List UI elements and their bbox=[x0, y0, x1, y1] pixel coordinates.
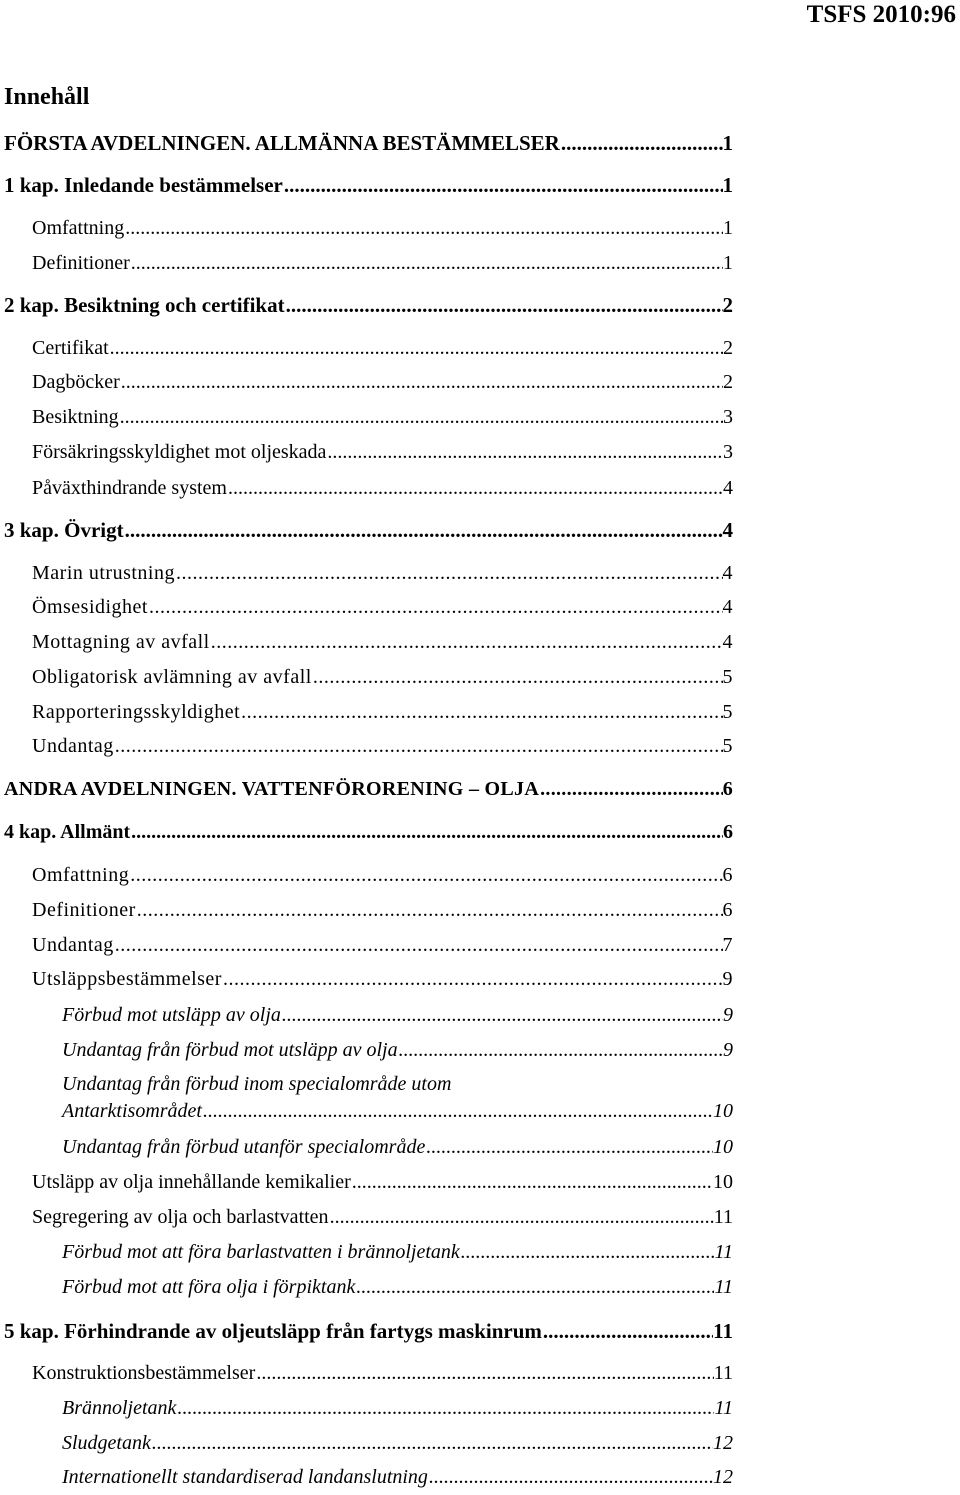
toc-leader-dots bbox=[120, 371, 723, 394]
toc-leader-dots bbox=[119, 406, 723, 429]
toc-entry-text: Besiktning bbox=[32, 406, 119, 428]
toc-entry[interactable] bbox=[32, 934, 733, 957]
toc-entry-page: 6 bbox=[722, 899, 733, 921]
toc-entry[interactable] bbox=[4, 778, 733, 801]
toc-entry[interactable] bbox=[32, 631, 733, 654]
toc-entry[interactable] bbox=[62, 1276, 733, 1299]
toc-entry-text: Förbud mot utsläpp av olja bbox=[62, 1004, 281, 1026]
toc-entry-text: Omfattning bbox=[32, 864, 130, 886]
toc-leader-dots bbox=[542, 1319, 713, 1344]
toc-entry-page: 11 bbox=[713, 1319, 733, 1343]
toc-leader-dots bbox=[175, 562, 723, 585]
toc-leader-dots bbox=[109, 337, 723, 360]
toc-leader-dots bbox=[283, 173, 723, 198]
toc-entry-text: Konstruktionsbestämmelser bbox=[32, 1362, 256, 1384]
toc-entry[interactable] bbox=[32, 337, 733, 360]
toc-entry-page: 3 bbox=[723, 406, 733, 428]
toc-entry-page: 11 bbox=[714, 1397, 733, 1419]
toc-entry-text: Certifikat bbox=[32, 337, 109, 359]
toc-entry[interactable] bbox=[32, 968, 733, 991]
toc-entry[interactable] bbox=[32, 562, 733, 585]
toc-entry[interactable] bbox=[32, 371, 733, 394]
toc-entry-page: 4 bbox=[722, 518, 733, 542]
toc-leader-dots bbox=[210, 631, 723, 654]
toc-entry-page: 11 bbox=[713, 1206, 733, 1228]
toc-entry-text: FÖRSTA AVDELNINGEN. ALLMÄNNA BESTÄMMELSER bbox=[4, 131, 560, 155]
toc-leader-dots bbox=[255, 1362, 713, 1385]
toc-leader-dots bbox=[312, 666, 723, 689]
toc-entry-text: Förbud mot att föra olja i förpiktank bbox=[62, 1276, 356, 1298]
toc-entry-page: 10 bbox=[713, 1171, 733, 1193]
toc-entry[interactable] bbox=[62, 1466, 733, 1489]
toc-leader-dots bbox=[329, 1206, 714, 1229]
toc-entry[interactable] bbox=[62, 1397, 733, 1420]
toc-entry[interactable] bbox=[32, 864, 733, 887]
toc-entry-page: 4 bbox=[723, 477, 733, 499]
toc-leader-dots bbox=[425, 1136, 713, 1159]
toc-entry-page: 10 bbox=[713, 1100, 733, 1122]
toc-entry-page: 4 bbox=[722, 631, 733, 653]
toc-entry[interactable] bbox=[32, 441, 733, 464]
toc-entry[interactable] bbox=[62, 1004, 733, 1027]
toc-entry[interactable] bbox=[32, 406, 733, 429]
toc-entry-text: Utsläppsbestämmelser bbox=[32, 968, 222, 990]
toc-entry-first-line[interactable]: Undantag från förbud inom specialområde utom bbox=[62, 1073, 452, 1095]
toc-entry[interactable] bbox=[62, 1241, 733, 1264]
toc-entry-page: 2 bbox=[723, 337, 733, 359]
toc-leader-dots bbox=[351, 1171, 713, 1194]
toc-leader-dots bbox=[124, 518, 723, 543]
toc-entry-page: 12 bbox=[713, 1432, 733, 1454]
toc-entry[interactable] bbox=[32, 217, 733, 240]
toc-entry-text: 1 kap. Inledande bestämmelser bbox=[4, 173, 283, 197]
toc-leader-dots bbox=[240, 701, 722, 724]
toc-entry-text: Undantag från förbud mot utsläpp av olja bbox=[62, 1039, 398, 1061]
toc-entry-page: 2 bbox=[722, 293, 733, 317]
toc-entry-page: 3 bbox=[723, 441, 733, 463]
toc-leader-dots bbox=[202, 1100, 713, 1123]
toc-entry-text: Definitioner bbox=[32, 252, 130, 274]
toc-entry-text: 3 kap. Övrigt bbox=[4, 518, 124, 542]
toc-entry[interactable] bbox=[4, 173, 733, 198]
toc-entry[interactable] bbox=[32, 701, 733, 724]
toc-leader-dots bbox=[124, 217, 723, 240]
toc-entry[interactable] bbox=[4, 293, 733, 318]
toc-entry-page: 6 bbox=[722, 778, 733, 800]
toc-entry-text: Försäkringsskyldighet mot oljeskada bbox=[32, 441, 327, 463]
toc-entry-text: Rapporteringsskyldighet bbox=[32, 701, 241, 723]
toc-leader-dots bbox=[129, 864, 722, 887]
toc-leader-dots bbox=[114, 934, 723, 957]
toc-entry-page: 11 bbox=[714, 1241, 733, 1263]
toc-entry-page: 1 bbox=[723, 217, 733, 239]
toc-entry[interactable] bbox=[32, 1171, 733, 1194]
toc-leader-dots bbox=[148, 596, 723, 619]
document-id: TSFS 2010:96 bbox=[806, 1, 956, 28]
toc-entry-text: Undantag bbox=[32, 934, 114, 956]
toc-leader-dots bbox=[136, 899, 723, 922]
toc-entry-page: 1 bbox=[722, 173, 733, 197]
toc-entry[interactable] bbox=[32, 1206, 733, 1229]
toc-entry-text: 4 kap. Allmänt bbox=[4, 821, 131, 843]
toc-entry-text: Antarktisområdet bbox=[62, 1100, 202, 1122]
toc-entry-text: Ömsesidighet bbox=[32, 596, 148, 618]
toc-entry-text: Sludgetank bbox=[62, 1432, 151, 1454]
toc-entry-text: Påväxthindrande system bbox=[32, 477, 227, 499]
toc-entry-text: Dagböcker bbox=[32, 371, 120, 393]
toc-leader-dots bbox=[176, 1397, 714, 1420]
toc-entry[interactable] bbox=[32, 596, 733, 619]
toc-entry-page: 9 bbox=[723, 1039, 733, 1061]
toc-leader-dots bbox=[281, 1004, 723, 1027]
toc-leader-dots bbox=[151, 1432, 713, 1455]
toc-entry-text: Definitioner bbox=[32, 899, 136, 921]
toc-leader-dots bbox=[227, 477, 723, 500]
toc-entry-page: 1 bbox=[722, 131, 733, 155]
toc-entry-page: 5 bbox=[722, 701, 733, 723]
toc-entry-text: Obligatorisk avlämning av avfall bbox=[32, 666, 312, 688]
toc-entry-page: 6 bbox=[723, 821, 733, 843]
toc-entry-text: Brännoljetank bbox=[62, 1397, 177, 1419]
toc-entry[interactable] bbox=[32, 252, 733, 275]
toc-entry[interactable] bbox=[62, 1432, 733, 1455]
toc-entry-page: 4 bbox=[722, 596, 733, 618]
toc-entry-text: Utsläpp av olja innehållande kemikalier bbox=[32, 1171, 351, 1193]
toc-leader-dots bbox=[130, 252, 723, 275]
toc-entry[interactable] bbox=[62, 1039, 733, 1062]
toc-entry[interactable] bbox=[62, 1100, 733, 1123]
toc-leader-dots bbox=[560, 131, 723, 156]
toc-entry-page: 10 bbox=[713, 1136, 733, 1158]
toc-leader-dots bbox=[285, 293, 723, 318]
toc-entry[interactable] bbox=[32, 666, 733, 689]
toc-entry-page: 5 bbox=[722, 735, 733, 757]
toc-entry-text: 2 kap. Besiktning och certifikat bbox=[4, 293, 285, 317]
toc-entry[interactable] bbox=[4, 821, 733, 844]
toc-entry[interactable] bbox=[32, 1362, 733, 1385]
toc-leader-dots bbox=[428, 1466, 713, 1489]
toc-entry-text: Förbud mot att föra barlastvatten i brännoljetank bbox=[62, 1241, 460, 1263]
toc-leader-dots bbox=[460, 1241, 715, 1264]
toc-entry-text: 5 kap. Förhindrande av oljeutsläpp från fartygs maskinrum bbox=[4, 1319, 542, 1343]
toc-entry[interactable] bbox=[32, 477, 733, 500]
toc-leader-dots bbox=[398, 1039, 723, 1062]
toc-entry[interactable] bbox=[32, 899, 733, 922]
toc-entry-page: 9 bbox=[723, 1004, 733, 1026]
toc-entry-page: 9 bbox=[722, 968, 733, 990]
toc-entry-text: ANDRA AVDELNINGEN. VATTENFÖRORENING – OLJA bbox=[4, 778, 540, 800]
toc-leader-dots bbox=[130, 821, 723, 844]
toc-entry[interactable] bbox=[32, 735, 733, 758]
toc-entry-page: 6 bbox=[722, 864, 733, 886]
toc-entry-text: Marin utrustning bbox=[32, 562, 175, 584]
toc-entry-text: Omfattning bbox=[32, 217, 125, 239]
toc-entry-text: Internationellt standardiserad landanslutning bbox=[62, 1466, 428, 1488]
toc-entry-page: 5 bbox=[722, 666, 733, 688]
toc-title: Innehåll bbox=[4, 84, 90, 110]
toc-entry-text: Undantag bbox=[32, 735, 114, 757]
toc-leader-dots bbox=[355, 1276, 714, 1299]
toc-entry-text: Undantag från förbud utanför specialområde bbox=[62, 1136, 426, 1158]
toc-entry-page: 11 bbox=[713, 1362, 733, 1384]
toc-entry[interactable] bbox=[4, 518, 733, 543]
toc-entry-page: 12 bbox=[713, 1466, 733, 1488]
toc-entry-page: 11 bbox=[714, 1276, 733, 1298]
toc-entry-page: 2 bbox=[723, 371, 733, 393]
toc-entry[interactable] bbox=[4, 1319, 733, 1344]
toc-leader-dots bbox=[114, 735, 723, 758]
toc-entry-page: 7 bbox=[722, 934, 733, 956]
toc-entry-text: Mottagning av avfall bbox=[32, 631, 210, 653]
toc-leader-dots bbox=[326, 441, 723, 464]
toc-entry-text: Segregering av olja och barlastvatten bbox=[32, 1206, 329, 1228]
toc-entry[interactable] bbox=[4, 131, 733, 156]
toc-entry[interactable] bbox=[62, 1136, 733, 1159]
toc-leader-dots bbox=[539, 778, 723, 801]
toc-leader-dots bbox=[222, 968, 723, 991]
toc-entry-page: 1 bbox=[723, 252, 733, 274]
toc-entry-page: 4 bbox=[722, 562, 733, 584]
